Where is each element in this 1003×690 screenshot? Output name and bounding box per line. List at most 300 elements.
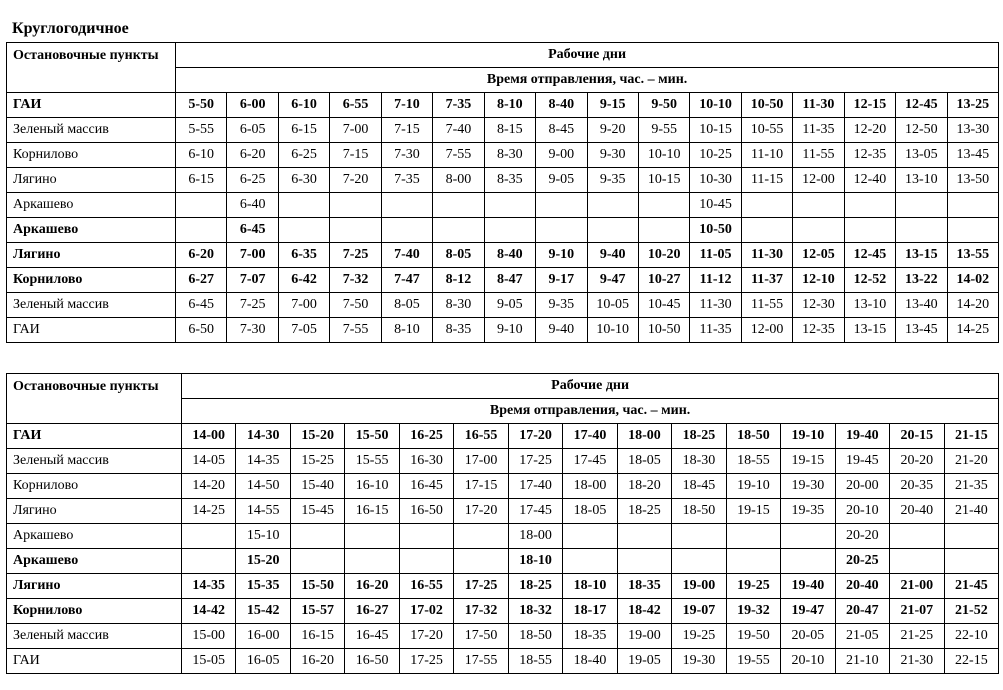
departure-time: 19-55: [726, 649, 780, 674]
departure-time: 6-30: [278, 168, 329, 193]
stop-name: Аркашево: [7, 549, 182, 574]
departure-time: [896, 193, 947, 218]
departure-time: 21-07: [890, 599, 944, 624]
departure-time: 13-55: [947, 243, 999, 268]
departure-time: 17-32: [454, 599, 508, 624]
departure-time: 19-15: [726, 499, 780, 524]
departure-time: 20-40: [890, 499, 944, 524]
departure-time: 15-55: [345, 449, 399, 474]
departure-time: 8-15: [484, 118, 535, 143]
stop-name: Лягино: [7, 574, 182, 599]
departure-time: 8-12: [433, 268, 484, 293]
departure-time: [330, 193, 381, 218]
departure-time: 10-10: [690, 93, 741, 118]
departure-time: 10-30: [690, 168, 741, 193]
departure-time: 6-10: [278, 93, 329, 118]
departure-time: 14-30: [236, 424, 290, 449]
stop-name: Лягино: [7, 499, 182, 524]
departure-time: [290, 524, 344, 549]
departure-time: 9-30: [587, 143, 638, 168]
departure-time: 9-10: [484, 318, 535, 343]
departure-time: [726, 549, 780, 574]
table-row: [7, 193, 999, 218]
departure-time: 10-10: [587, 318, 638, 343]
table-row: [7, 218, 999, 243]
departure-time: 14-20: [182, 474, 236, 499]
departure-time: 19-05: [617, 649, 671, 674]
departure-time: 7-25: [227, 293, 278, 318]
departure-time: 18-25: [672, 424, 726, 449]
stop-name: Корнилово: [7, 143, 176, 168]
departure-time: [781, 549, 835, 574]
departure-time: 21-05: [835, 624, 889, 649]
departure-time: 6-15: [176, 168, 227, 193]
stop-name: Корнилово: [7, 268, 176, 293]
departure-time: [781, 524, 835, 549]
departure-time: 21-45: [944, 574, 999, 599]
departure-time: 12-50: [896, 118, 947, 143]
departure-time: 10-50: [741, 93, 792, 118]
departure-time: 20-15: [890, 424, 944, 449]
departure-time: [890, 549, 944, 574]
departure-time: 13-30: [947, 118, 999, 143]
departure-time: 19-35: [781, 499, 835, 524]
departure-time: 7-55: [330, 318, 381, 343]
departure-time: 15-50: [290, 574, 344, 599]
departure-time: 6-20: [176, 243, 227, 268]
departure-time: [844, 193, 895, 218]
page-title: Круглогодичное: [12, 20, 129, 37]
departure-time: 9-15: [587, 93, 638, 118]
departure-time: 18-45: [672, 474, 726, 499]
departure-time: 10-15: [690, 118, 741, 143]
departure-time: [793, 193, 844, 218]
departure-time: 9-00: [536, 143, 587, 168]
table-row: [7, 474, 999, 499]
departure-time: [345, 549, 399, 574]
departure-time: [947, 218, 999, 243]
departure-time: 14-25: [182, 499, 236, 524]
departure-time: 11-30: [690, 293, 741, 318]
departure-time: 9-10: [536, 243, 587, 268]
departure-time: 7-07: [227, 268, 278, 293]
departure-time: [587, 193, 638, 218]
departure-time: 14-50: [236, 474, 290, 499]
departure-time: 7-15: [381, 118, 432, 143]
departure-time: [944, 549, 999, 574]
departure-time: 12-35: [844, 143, 895, 168]
departure-time: 8-30: [484, 143, 535, 168]
departure-time: 6-25: [227, 168, 278, 193]
departure-time: 17-45: [508, 499, 562, 524]
departure-time: 21-52: [944, 599, 999, 624]
departure-time: 20-40: [835, 574, 889, 599]
departure-time: 19-45: [835, 449, 889, 474]
departure-time: 21-00: [890, 574, 944, 599]
departure-time: 8-45: [536, 118, 587, 143]
departure-time: [536, 218, 587, 243]
departure-time: [454, 549, 508, 574]
departure-time: [182, 524, 236, 549]
departure-time: 15-42: [236, 599, 290, 624]
departure-time: 13-15: [896, 243, 947, 268]
departure-time: 14-20: [947, 293, 999, 318]
departure-time: 17-20: [454, 499, 508, 524]
departure-time: 13-15: [844, 318, 895, 343]
departure-time: 13-45: [896, 318, 947, 343]
table-row: [7, 143, 999, 168]
departure-time: 16-15: [290, 624, 344, 649]
departure-time: 6-00: [227, 93, 278, 118]
departure-time: 16-45: [345, 624, 399, 649]
departure-time: 17-55: [454, 649, 508, 674]
departure-time: 7-15: [330, 143, 381, 168]
departure-time: 7-50: [330, 293, 381, 318]
departure-time: 20-25: [835, 549, 889, 574]
departure-time: 18-10: [563, 574, 617, 599]
departure-time: 15-20: [236, 549, 290, 574]
departure-time: 7-40: [381, 243, 432, 268]
departure-time: 7-00: [330, 118, 381, 143]
departure-time: 7-47: [381, 268, 432, 293]
departure-time: 6-55: [330, 93, 381, 118]
departure-time: 14-55: [236, 499, 290, 524]
departure-time: 12-45: [844, 243, 895, 268]
departure-time: [330, 218, 381, 243]
departure-time: 21-25: [890, 624, 944, 649]
table-row: [7, 168, 999, 193]
departure-time: 10-27: [638, 268, 689, 293]
stop-name: Лягино: [7, 243, 176, 268]
departure-time: 11-10: [741, 143, 792, 168]
departure-time: 20-20: [835, 524, 889, 549]
departure-time: 20-20: [890, 449, 944, 474]
departure-time: 7-35: [381, 168, 432, 193]
departure-time: 15-50: [345, 424, 399, 449]
departure-time: 6-10: [176, 143, 227, 168]
departure-time: 5-50: [176, 93, 227, 118]
table-row: [7, 243, 999, 268]
departure-time: [182, 549, 236, 574]
departure-time: 6-05: [227, 118, 278, 143]
departure-time: 15-00: [182, 624, 236, 649]
departure-time: [617, 549, 671, 574]
departure-time: 12-40: [844, 168, 895, 193]
departure-time: 16-20: [345, 574, 399, 599]
departure-time: 19-10: [781, 424, 835, 449]
departure-time: 21-20: [944, 449, 999, 474]
departure-time: 12-20: [844, 118, 895, 143]
departure-time: 7-35: [433, 93, 484, 118]
table-row: [7, 424, 999, 449]
departure-time: 19-25: [672, 624, 726, 649]
departure-time: [726, 524, 780, 549]
departure-time: 6-42: [278, 268, 329, 293]
departure-time: 6-45: [227, 218, 278, 243]
departure-time: 9-05: [484, 293, 535, 318]
departure-time: 13-10: [844, 293, 895, 318]
departure-time: [536, 193, 587, 218]
departure-time: 8-00: [433, 168, 484, 193]
departure-time: [399, 524, 453, 549]
stop-name: Лягино: [7, 168, 176, 193]
departure-time: 6-25: [278, 143, 329, 168]
departure-time: 6-40: [227, 193, 278, 218]
departure-time: 19-15: [781, 449, 835, 474]
departure-time: [433, 193, 484, 218]
departure-time: 9-20: [587, 118, 638, 143]
schedule-table-2: [6, 373, 999, 674]
header-time-label: Время отправления, час. – мин.: [176, 68, 999, 93]
table-row: [7, 549, 999, 574]
departure-time: 12-15: [844, 93, 895, 118]
table-row: [7, 293, 999, 318]
departure-time: [176, 218, 227, 243]
departure-time: 8-10: [381, 318, 432, 343]
departure-time: 19-40: [781, 574, 835, 599]
departure-time: [947, 193, 999, 218]
departure-time: 16-20: [290, 649, 344, 674]
departure-time: [290, 549, 344, 574]
departure-time: [617, 524, 671, 549]
departure-time: [638, 218, 689, 243]
departure-time: 12-30: [793, 293, 844, 318]
departure-time: 10-50: [638, 318, 689, 343]
departure-time: 18-25: [508, 574, 562, 599]
departure-time: 18-40: [563, 649, 617, 674]
stop-name: Корнилово: [7, 599, 182, 624]
departure-time: [176, 193, 227, 218]
header-time-label: Время отправления, час. – мин.: [182, 399, 999, 424]
departure-time: 18-25: [617, 499, 671, 524]
departure-time: 11-37: [741, 268, 792, 293]
departure-time: 12-00: [741, 318, 792, 343]
departure-time: 19-40: [835, 424, 889, 449]
departure-time: 18-00: [508, 524, 562, 549]
departure-time: 19-25: [726, 574, 780, 599]
departure-time: 8-05: [381, 293, 432, 318]
departure-time: 15-57: [290, 599, 344, 624]
departure-time: 9-50: [638, 93, 689, 118]
table-row: [7, 524, 999, 549]
departure-time: 12-52: [844, 268, 895, 293]
departure-time: 15-25: [290, 449, 344, 474]
departure-time: 10-25: [690, 143, 741, 168]
departure-time: [587, 218, 638, 243]
departure-time: 17-25: [454, 574, 508, 599]
table-row: [7, 599, 999, 624]
departure-time: 7-05: [278, 318, 329, 343]
stop-name: ГАИ: [7, 318, 176, 343]
departure-time: 17-25: [399, 649, 453, 674]
table-row: [7, 649, 999, 674]
departure-time: 7-20: [330, 168, 381, 193]
departure-time: 18-35: [617, 574, 671, 599]
stop-name: Аркашево: [7, 524, 182, 549]
header-stop-label: Остановочные пункты: [7, 374, 182, 424]
departure-time: 21-35: [944, 474, 999, 499]
departure-time: 20-47: [835, 599, 889, 624]
departure-time: 14-00: [182, 424, 236, 449]
departure-time: 15-20: [290, 424, 344, 449]
schedule-table-1: [6, 42, 999, 343]
departure-time: 16-25: [399, 424, 453, 449]
departure-time: 21-10: [835, 649, 889, 674]
departure-time: [638, 193, 689, 218]
departure-time: [381, 193, 432, 218]
departure-time: 9-40: [587, 243, 638, 268]
departure-time: 16-55: [399, 574, 453, 599]
departure-time: 13-05: [896, 143, 947, 168]
stop-name: Зеленый массив: [7, 118, 176, 143]
departure-time: 19-30: [781, 474, 835, 499]
table-row: [7, 268, 999, 293]
departure-time: 16-00: [236, 624, 290, 649]
table-row: [7, 318, 999, 343]
departure-time: 19-00: [672, 574, 726, 599]
departure-time: 12-35: [793, 318, 844, 343]
departure-time: 10-55: [741, 118, 792, 143]
departure-time: 11-12: [690, 268, 741, 293]
departure-time: [793, 218, 844, 243]
departure-time: 18-50: [726, 424, 780, 449]
departure-time: [484, 193, 535, 218]
departure-time: 8-10: [484, 93, 535, 118]
departure-time: [484, 218, 535, 243]
departure-time: 11-55: [793, 143, 844, 168]
departure-time: 19-07: [672, 599, 726, 624]
departure-time: [741, 218, 792, 243]
departure-time: 11-30: [793, 93, 844, 118]
stop-name: ГАИ: [7, 93, 176, 118]
departure-time: 8-35: [433, 318, 484, 343]
departure-time: 17-40: [508, 474, 562, 499]
departure-time: 15-45: [290, 499, 344, 524]
stop-name: Зеленый массив: [7, 293, 176, 318]
departure-time: [672, 549, 726, 574]
departure-time: [278, 193, 329, 218]
departure-time: 13-50: [947, 168, 999, 193]
departure-time: 18-35: [563, 624, 617, 649]
departure-time: [381, 218, 432, 243]
departure-time: 22-10: [944, 624, 999, 649]
departure-time: 12-00: [793, 168, 844, 193]
stop-name: Аркашево: [7, 193, 176, 218]
departure-time: 9-05: [536, 168, 587, 193]
departure-time: 18-17: [563, 599, 617, 624]
departure-time: 17-40: [563, 424, 617, 449]
departure-time: [563, 549, 617, 574]
departure-time: 19-50: [726, 624, 780, 649]
departure-time: 10-45: [690, 193, 741, 218]
departure-time: 13-40: [896, 293, 947, 318]
departure-time: 7-00: [227, 243, 278, 268]
departure-time: [563, 524, 617, 549]
departure-time: 6-50: [176, 318, 227, 343]
departure-time: 19-00: [617, 624, 671, 649]
departure-time: [944, 524, 999, 549]
departure-time: 16-05: [236, 649, 290, 674]
departure-time: 18-05: [563, 499, 617, 524]
departure-time: 14-05: [182, 449, 236, 474]
departure-time: 17-02: [399, 599, 453, 624]
departure-time: 17-20: [399, 624, 453, 649]
header-days-label: Рабочие дни: [182, 374, 999, 399]
departure-time: 9-47: [587, 268, 638, 293]
departure-time: 17-50: [454, 624, 508, 649]
departure-time: 19-30: [672, 649, 726, 674]
departure-time: 6-45: [176, 293, 227, 318]
departure-time: 6-27: [176, 268, 227, 293]
departure-time: [672, 524, 726, 549]
departure-time: 18-10: [508, 549, 562, 574]
departure-time: 16-10: [345, 474, 399, 499]
departure-time: 9-35: [587, 168, 638, 193]
stop-name: Аркашево: [7, 218, 176, 243]
departure-time: 20-00: [835, 474, 889, 499]
departure-time: 15-35: [236, 574, 290, 599]
departure-time: 18-32: [508, 599, 562, 624]
departure-time: 17-20: [508, 424, 562, 449]
departure-time: 13-22: [896, 268, 947, 293]
departure-time: 13-10: [896, 168, 947, 193]
departure-time: 11-05: [690, 243, 741, 268]
departure-time: 7-10: [381, 93, 432, 118]
departure-time: [433, 218, 484, 243]
departure-time: 10-05: [587, 293, 638, 318]
stop-name: Зеленый массив: [7, 624, 182, 649]
departure-time: 13-25: [947, 93, 999, 118]
departure-time: 14-42: [182, 599, 236, 624]
departure-time: 10-20: [638, 243, 689, 268]
stop-name: ГАИ: [7, 424, 182, 449]
departure-time: 16-50: [345, 649, 399, 674]
departure-time: 12-45: [896, 93, 947, 118]
departure-time: 6-20: [227, 143, 278, 168]
departure-time: 8-30: [433, 293, 484, 318]
departure-time: 20-05: [781, 624, 835, 649]
departure-time: 21-40: [944, 499, 999, 524]
departure-time: 10-45: [638, 293, 689, 318]
stop-name: ГАИ: [7, 649, 182, 674]
departure-time: 11-55: [741, 293, 792, 318]
departure-time: 7-55: [433, 143, 484, 168]
departure-time: 17-45: [563, 449, 617, 474]
table-row: [7, 499, 999, 524]
departure-time: 9-35: [536, 293, 587, 318]
departure-time: 18-55: [508, 649, 562, 674]
departure-time: 8-05: [433, 243, 484, 268]
departure-time: 18-50: [508, 624, 562, 649]
departure-time: [890, 524, 944, 549]
table-row: [7, 449, 999, 474]
departure-time: 7-00: [278, 293, 329, 318]
departure-time: 16-45: [399, 474, 453, 499]
departure-time: 22-15: [944, 649, 999, 674]
departure-time: 12-05: [793, 243, 844, 268]
departure-time: 14-35: [182, 574, 236, 599]
departure-time: 18-20: [617, 474, 671, 499]
departure-time: 7-25: [330, 243, 381, 268]
table-row: [7, 118, 999, 143]
departure-time: [844, 218, 895, 243]
departure-time: 10-50: [690, 218, 741, 243]
departure-time: 21-15: [944, 424, 999, 449]
departure-time: 9-17: [536, 268, 587, 293]
departure-time: 16-50: [399, 499, 453, 524]
departure-time: 19-10: [726, 474, 780, 499]
header-stop-label: Остановочные пункты: [7, 43, 176, 93]
